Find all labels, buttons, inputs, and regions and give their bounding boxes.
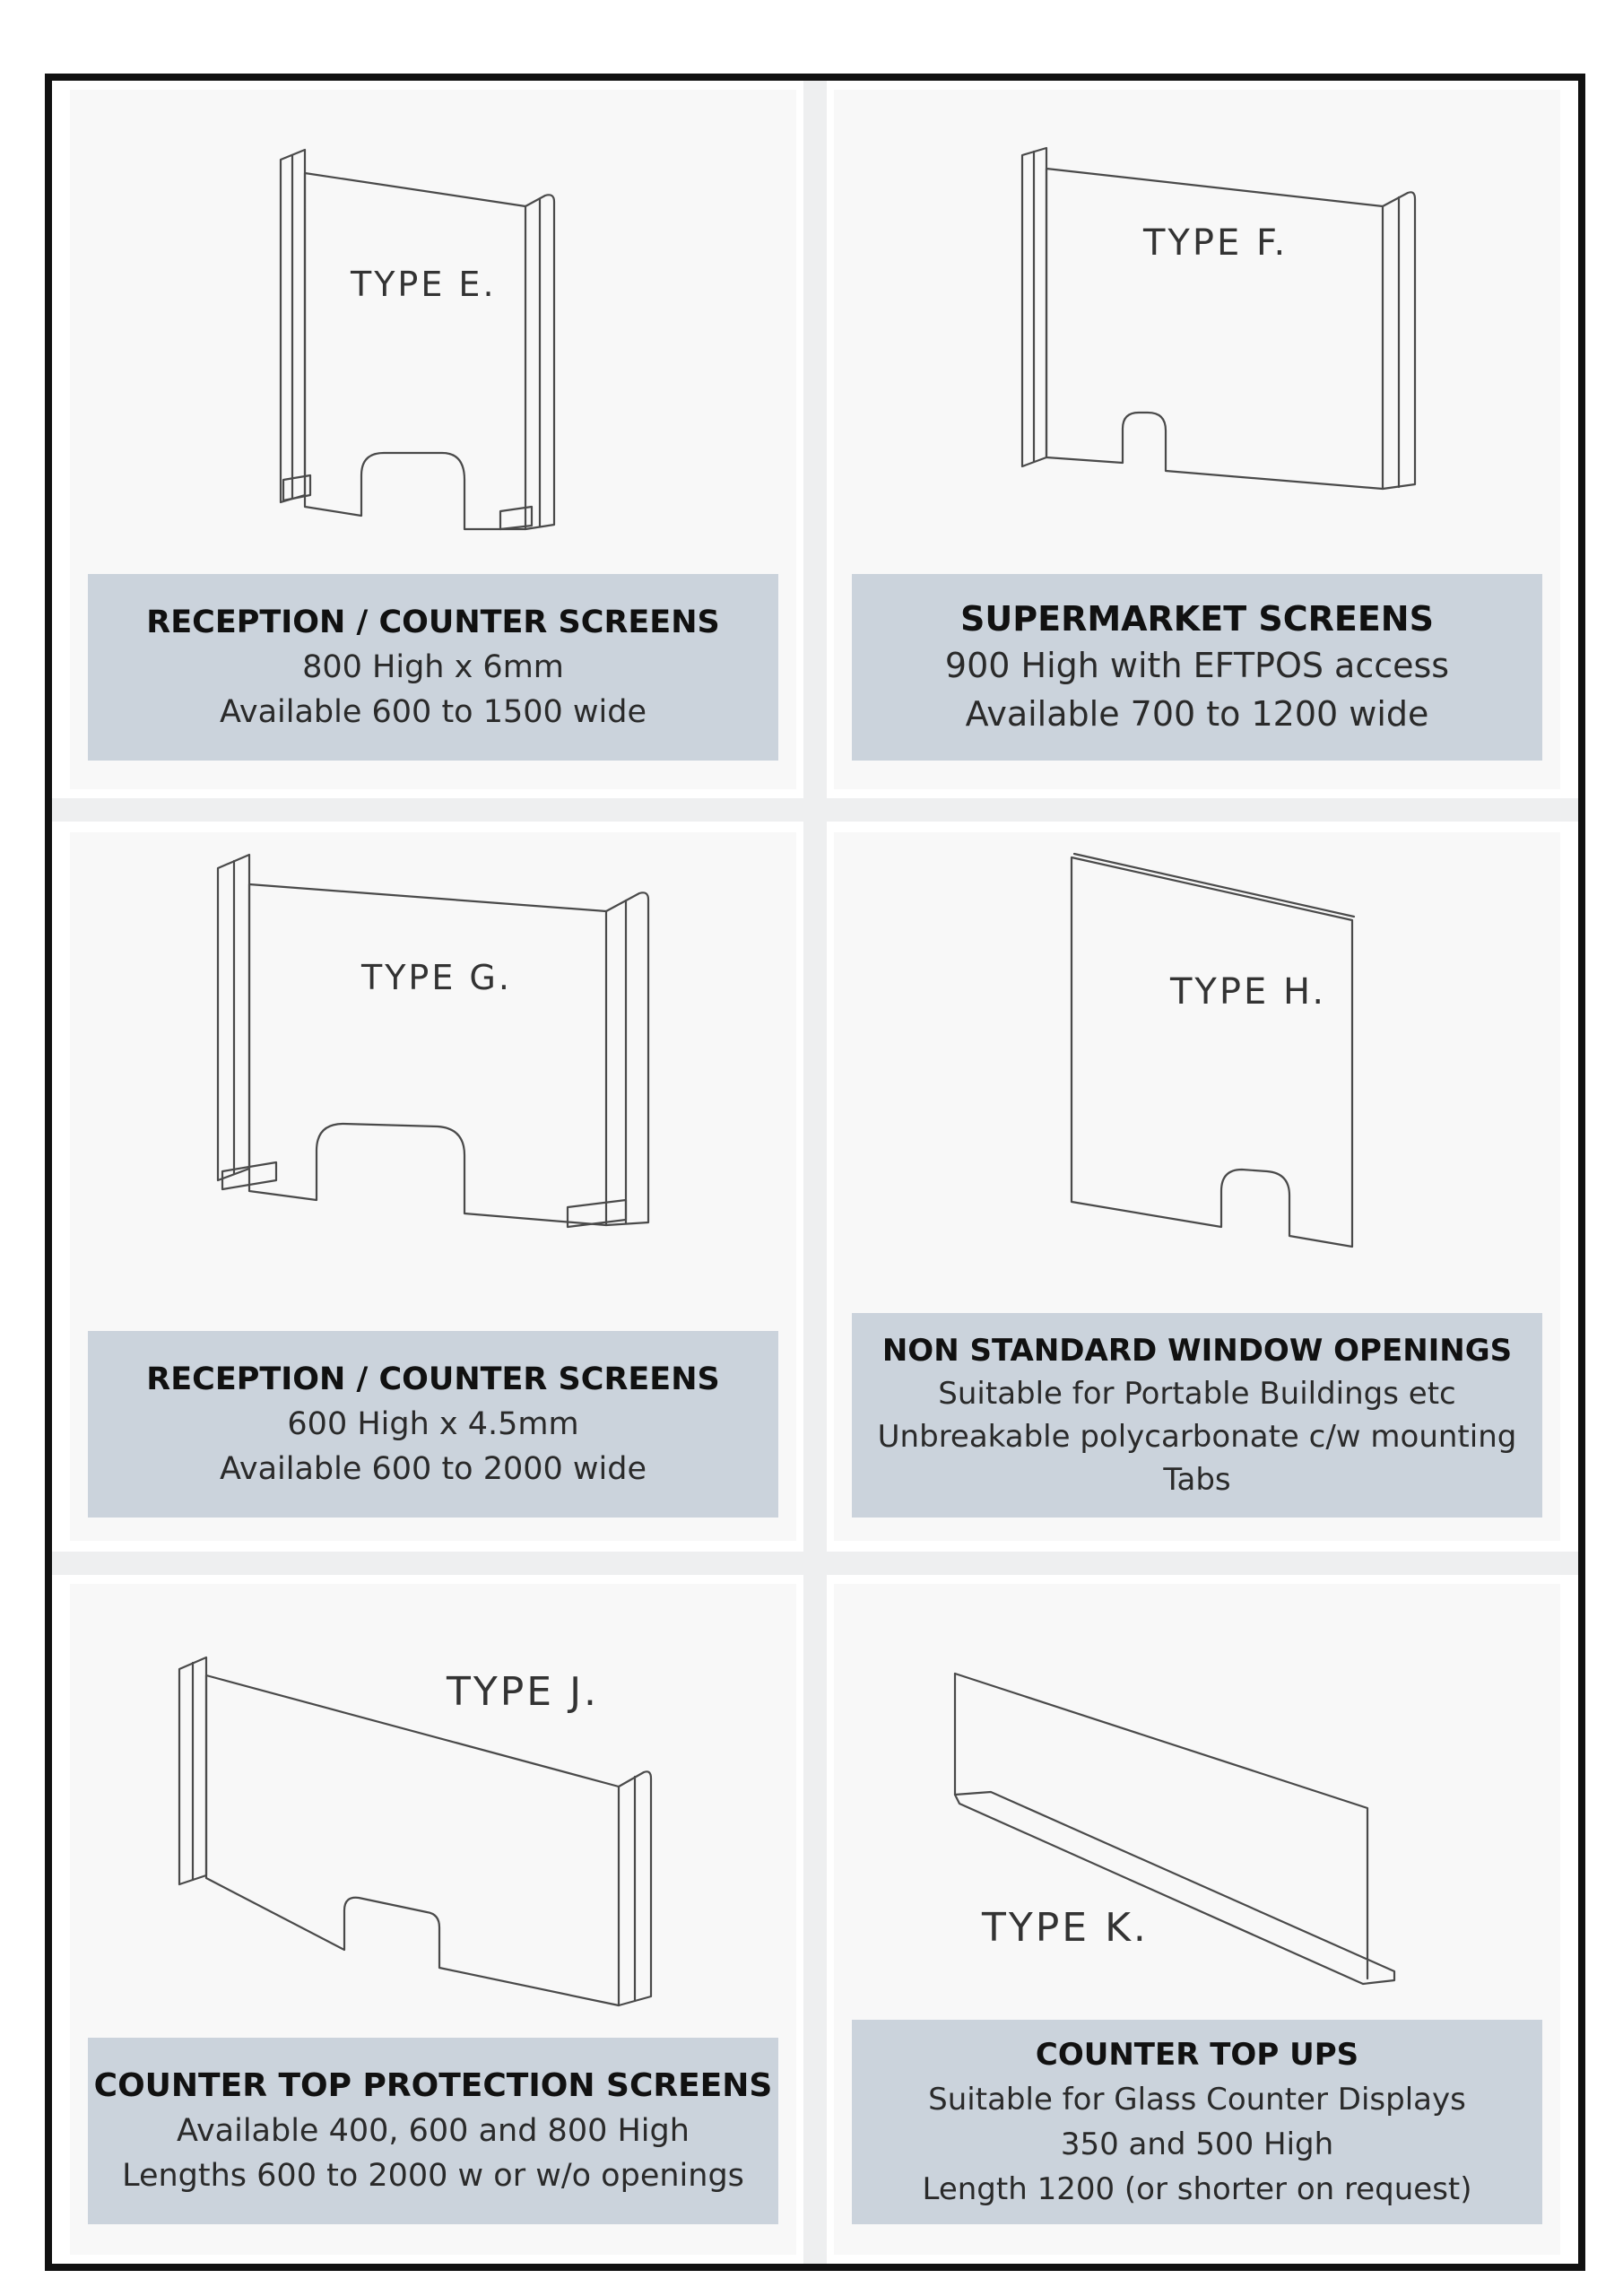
caption-box [88,2038,778,2224]
caption-box [88,1331,778,1518]
type-j-screen-drawing [70,1584,796,2032]
caption-line: 600 High x 4.5mm [287,1406,579,1442]
caption-line: 900 High with EFTPOS access [944,646,1450,685]
type-label: TYPE E. [351,265,497,304]
caption-line: Suitable for Glass Counter Displays [928,2082,1466,2118]
caption-line: 800 High x 6mm [302,649,564,685]
product-panel-type-k [834,1584,1560,2255]
type-e-screen-drawing [70,90,796,610]
type-label: TYPE G. [361,958,512,997]
catalogue-frame [45,74,1585,2271]
caption-box [852,574,1542,761]
caption-line: Unbreakable polycarbonate c/w mounting [877,1419,1517,1455]
type-label: TYPE J. [447,1669,600,1715]
caption-line: Tabs [1163,1462,1231,1498]
caption-line: 350 and 500 High [1060,2126,1334,2162]
product-panel-type-h [834,832,1560,1541]
product-panel-type-f [834,90,1560,789]
type-g-screen-drawing [70,832,796,1335]
column-divider [803,81,827,2264]
product-panel-type-j [70,1584,796,2255]
caption-box [852,1313,1542,1518]
type-label: TYPE K. [982,1905,1149,1951]
caption-line: Available 600 to 1500 wide [219,694,647,730]
caption-title: COUNTER TOP UPS [1035,2037,1359,2073]
type-label: TYPE H. [1170,971,1327,1013]
row-divider-1 [52,798,1578,822]
caption-line: Lengths 600 to 2000 w or w/o openings [122,2158,744,2194]
type-k-screen-drawing [834,1584,1560,2032]
caption-box [88,574,778,761]
product-panel-type-e [70,90,796,789]
caption-line: Available 400, 600 and 800 High [177,2113,690,2149]
caption-line: Available 600 to 2000 wide [219,1451,647,1487]
caption-title: RECEPTION / COUNTER SCREENS [146,1361,720,1397]
row-divider-2 [52,1552,1578,1575]
type-h-screen-drawing [834,832,1560,1335]
caption-title: COUNTER TOP PROTECTION SCREENS [93,2067,773,2104]
product-panel-type-g [70,832,796,1541]
caption-title: NON STANDARD WINDOW OPENINGS [881,1333,1513,1369]
caption-line: Suitable for Portable Buildings etc [938,1376,1456,1412]
type-label: TYPE F. [1143,222,1289,264]
type-f-screen-drawing [834,90,1560,610]
caption-line: Available 700 to 1200 wide [965,694,1429,734]
caption-title: RECEPTION / COUNTER SCREENS [146,604,720,640]
caption-line: Length 1200 (or shorter on request) [922,2171,1472,2207]
caption-box [852,2020,1542,2224]
caption-title: SUPERMARKET SCREENS [960,599,1434,639]
